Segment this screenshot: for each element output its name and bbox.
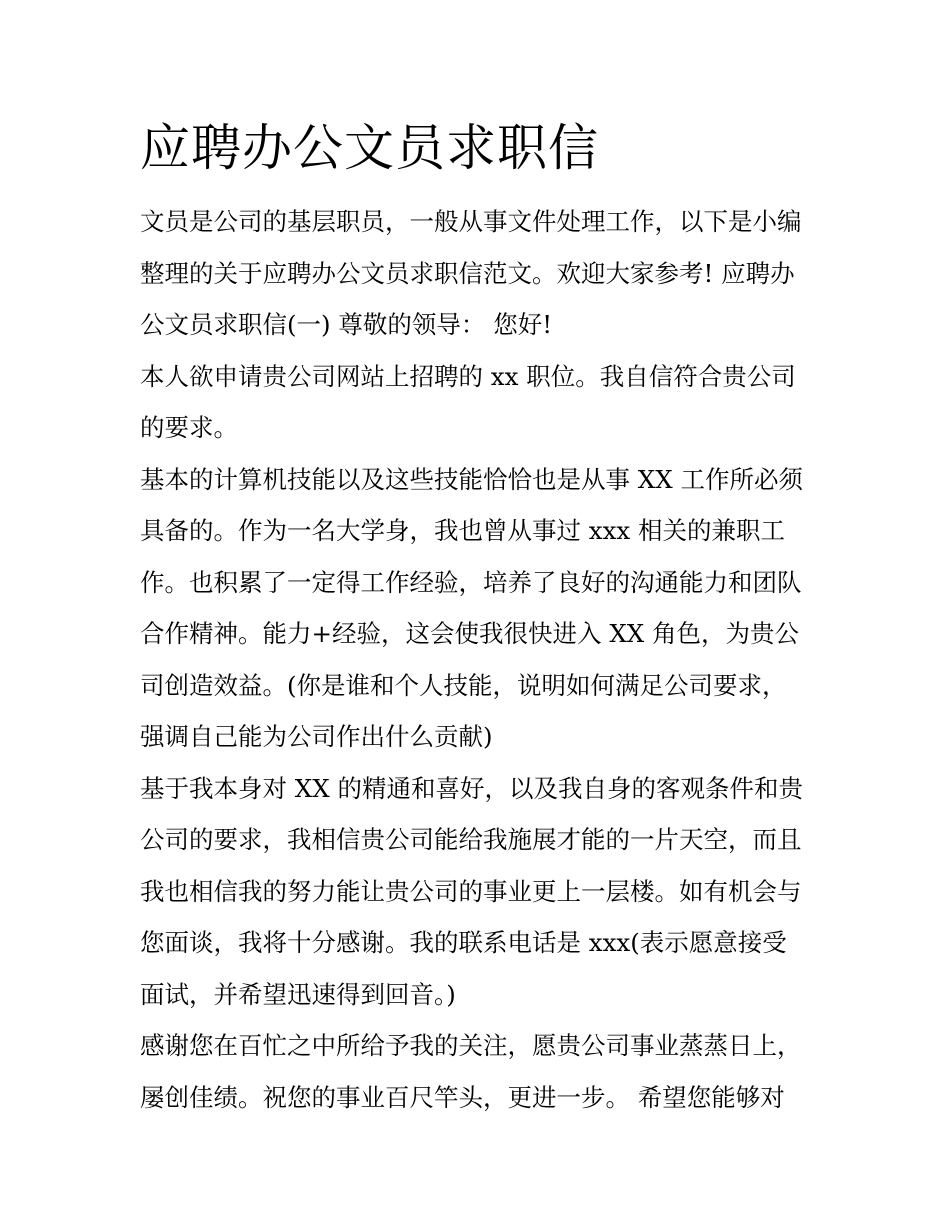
body-line: 公文员求职信(一) 尊敬的领导： 您好! (140, 310, 553, 339)
body-line: 公司的要求，我相信贵公司能给我施展才能的一片天空，而且 (140, 825, 802, 854)
body-line: 基于我本身对 XX 的精通和喜好，以及我自身的客观条件和贵 (140, 773, 803, 803)
body-line: 文员是公司的基层职员，一般从事文件处理工作，以下是小编 (140, 207, 802, 236)
body-line: 本人欲申请贵公司网站上招聘的 xx 职位。我自信符合贵公司 (140, 361, 796, 391)
body-line: 屡创佳绩。祝您的事业百尺竿头，更进一步。 希望您能够对 (140, 1082, 785, 1112)
body-line: 作。也积累了一定得工作经验，培养了良好的沟通能力和团队 (140, 567, 802, 597)
body-line: 强调自己能为公司作出什么贡献) (140, 722, 493, 751)
body-line: 司创造效益。(你是谁和个人技能，说明如何满足公司要求， (140, 670, 787, 700)
document-body (140, 196, 820, 1123)
body-line: 合作精神。能力+经验，这会使我很快进入 XX 角色，为贵公 (140, 619, 799, 648)
body-line: 我也相信我的努力能让贵公司的事业更上一层楼。如有机会与 (140, 876, 802, 906)
body-line: 的要求。 (140, 413, 238, 442)
body-line: 感谢您在百忙之中所给予我的关注，愿贵公司事业蒸蒸日上， (140, 1031, 802, 1060)
body-line: 面试，并希望迅速得到回音。) (140, 979, 456, 1009)
body-line: 整理的关于应聘办公文员求职信范文。欢迎大家参考! 应聘办 (140, 258, 795, 288)
body-line: 具备的。作为一名大学身，我也曾从事过 xxx 相关的兼职工 (140, 516, 786, 545)
document-title: 应聘办公文员求职信 (140, 119, 599, 177)
body-line: 基本的计算机技能以及这些技能恰恰也是从事 XX 工作所必须 (140, 464, 803, 494)
body-line: 您面谈，我将十分感谢。我的联系电话是 xxx(表示愿意接受 (140, 928, 787, 957)
